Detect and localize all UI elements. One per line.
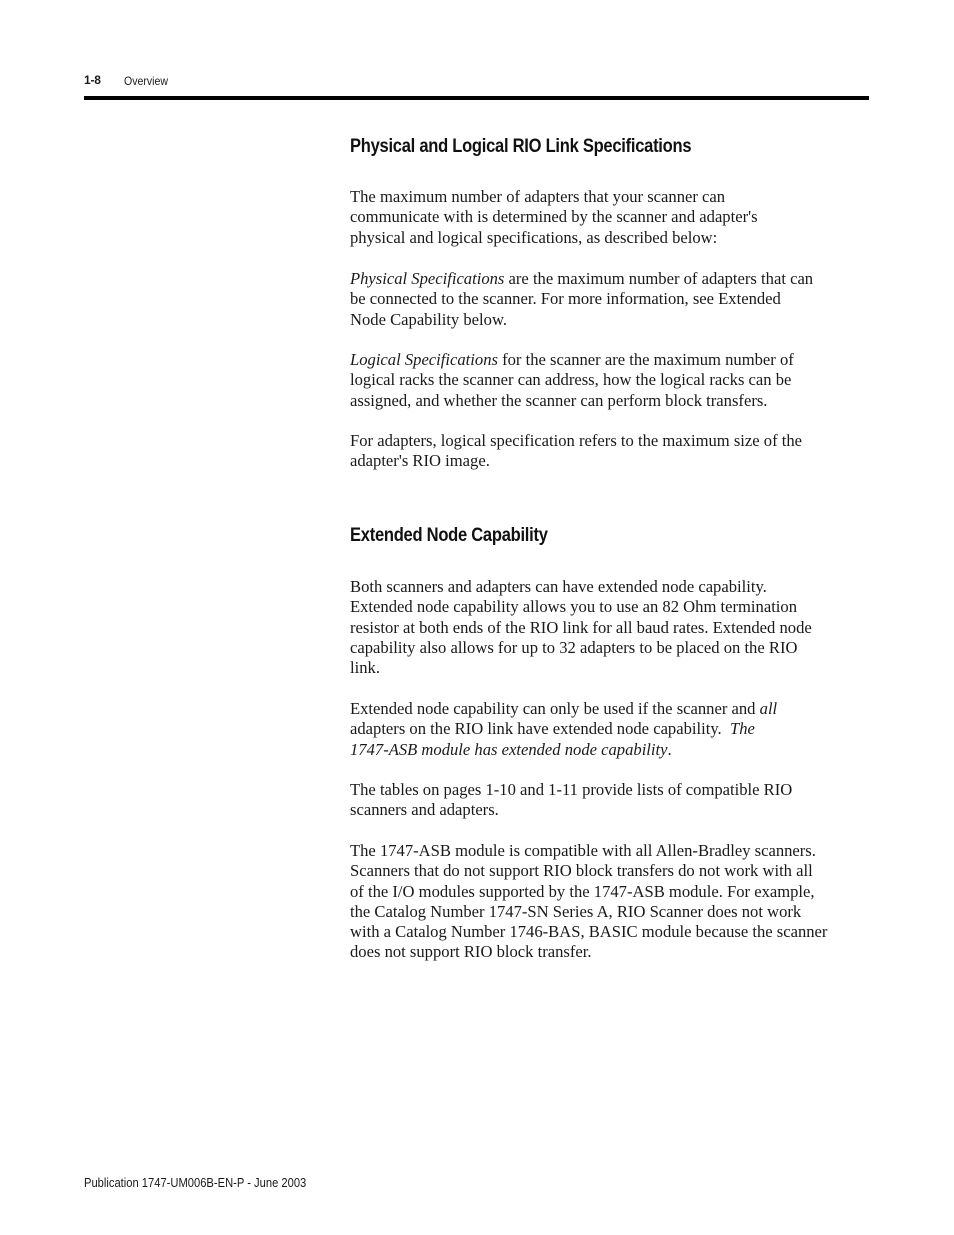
text-line: assigned, and whether the scanner can perform block transfers. [350, 390, 768, 410]
heading-rio-link-specifications: Physical and Logical RIO Link Specifications [350, 136, 692, 157]
paragraph-compatible-tables [350, 780, 868, 821]
text-line: The 1747-ASB module is compatible with all Allen-Bradley scanners. [350, 841, 816, 860]
emphasis-text: The [730, 719, 755, 739]
text-fragment: . [667, 739, 672, 759]
section-label: Overview [124, 74, 169, 88]
text-line: The tables on pages 1-10 and 1-11 provide lists of compatible RIO [350, 780, 793, 799]
text-line: The maximum number of adapters that your scanner can [350, 187, 726, 206]
text-line: be connected to the scanner. For more information, see Extended [350, 289, 781, 309]
text-line: Scanners that do not support RIO block transfers do not work with all [350, 861, 813, 881]
text-fragment: for the scanner are the maximum number of [497, 350, 794, 369]
text-line: Extended node capability allows you to use an 82 Ohm termination [350, 597, 798, 617]
heading-extended-node-capability: Extended Node Capability [350, 525, 548, 546]
text-line [350, 740, 868, 760]
text-line: capability also allows for up to 32 adapters to be placed on the RIO [350, 637, 798, 657]
text-line: communicate with is determined by the scanner and adapter's [350, 207, 758, 227]
text-line [350, 350, 868, 370]
text-line: scanners and adapters. [350, 800, 499, 820]
text-line [350, 699, 868, 719]
header-rule [84, 96, 869, 100]
text-line: Both scanners and adapters can have extended node capability. [350, 577, 767, 596]
page-number: 1-8 [84, 73, 101, 87]
paragraph-adapter-logical-spec [350, 431, 868, 472]
text-line: logical racks the scanner can address, how the logical racks can be [350, 370, 792, 390]
paragraph-asb-compatibility [350, 841, 868, 963]
publication-footer: Publication 1747-UM006B-EN-P - June 2003 [84, 1175, 307, 1190]
emphasis-text: 1747-ASB module has extended node capability [350, 739, 668, 759]
text-line: of the I/O modules supported by the 1747-ASB module. For example, [350, 881, 815, 901]
text-line: resistor at both ends of the RIO link for all baud rates. Extended node [350, 617, 812, 637]
text-line: For adapters, logical specification refers to the maximum size of the [350, 431, 803, 450]
text-line [350, 269, 868, 289]
text-line: the Catalog Number 1747-SN Series A, RIO Scanner does not work [350, 901, 802, 921]
text-line: with a Catalog Number 1746-BAS, BASIC module because the scanner [350, 922, 828, 942]
text-line: adapter's RIO image. [350, 451, 490, 471]
text-line: Node Capability below. [350, 309, 507, 329]
text-line [350, 719, 868, 739]
text-fragment: adapters on the RIO link have extended node capability. [350, 719, 730, 739]
text-fragment: are the maximum number of adapters that can [504, 269, 814, 288]
paragraph-logical-specifications [350, 350, 868, 411]
text-line: does not support RIO block transfer. [350, 942, 592, 962]
emphasis-all: all [759, 699, 778, 718]
term-logical-specifications: Logical Specifications [350, 350, 498, 369]
paragraph-extended-node-requirement [350, 699, 868, 760]
text-line: physical and logical specifications, as described below: [350, 227, 718, 247]
paragraph-physical-specifications [350, 269, 868, 330]
text-line: link. [350, 658, 380, 678]
paragraph-extended-node-intro [350, 577, 868, 678]
text-fragment: Extended node capability can only be used if the scanner and [350, 699, 760, 718]
paragraph-max-adapters [350, 187, 868, 248]
term-physical-specifications: Physical Specifications [350, 269, 505, 288]
